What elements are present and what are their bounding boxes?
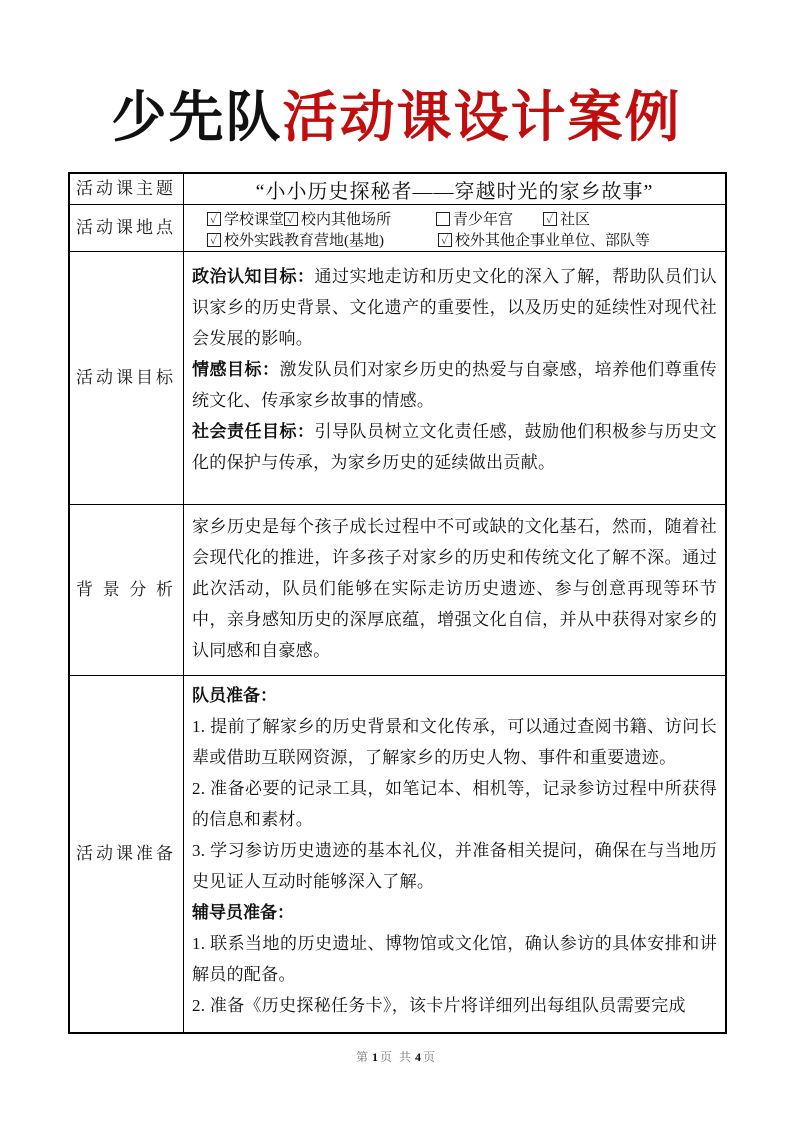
footer-suffix: 页 [423, 1050, 438, 1064]
goal-lead: 社会责任目标： [192, 422, 315, 441]
goal-text: 激发队员们对家乡历史的热爱与自豪感，培养他们尊重传统文化、传承家乡故事的情感。 [192, 360, 718, 410]
theme-value-cell [184, 174, 725, 204]
checkbox-label: 校外其他企事业单位、部队等 [455, 233, 651, 249]
checkbox-label: 学校课堂 [224, 212, 285, 228]
checkbox-item-community[interactable] [543, 208, 590, 229]
preparation-content-cell [184, 676, 725, 1032]
theme-label-cell [70, 174, 184, 204]
preparation-label-cell [70, 676, 184, 1032]
goals-label-cell [70, 252, 184, 504]
goal-paragraph-social [192, 416, 717, 478]
current-page-number: 1 [371, 1050, 378, 1064]
goals-label: 活动课目标 [76, 367, 173, 387]
row-location [70, 204, 725, 251]
theme-value: “小小历史探秘者——穿越时光的家乡故事” [255, 180, 654, 203]
checkbox-unchecked-icon[interactable] [436, 212, 450, 226]
row-background [70, 504, 725, 675]
checkbox-item-school-classroom[interactable] [207, 208, 284, 229]
theme-label: 活动课主题 [76, 178, 173, 198]
checkbox-label: 校内其他场所 [301, 212, 392, 228]
checkbox-label: 校外实践教育营地(基地) [224, 233, 384, 249]
member-prep-item-1: 1. 提前了解家乡的历史背景和文化传承，可以通过查阅书籍、访问长辈或借助互联网资源，了解家乡的历史人物、事件和重要遗迹。 [192, 717, 717, 767]
checkbox-item-practice-base[interactable] [207, 229, 384, 250]
preparation-label: 活动课准备 [76, 843, 173, 863]
total-page-number: 4 [415, 1050, 422, 1064]
footer-mid-b: 共 [399, 1050, 414, 1064]
member-prep-item-2: 2. 准备必要的记录工具，如笔记本、相机等，记录参访过程中所获得的信息和素材。 [192, 779, 717, 829]
goal-text: 通过实地走访和历史文化的深入了解，帮助队员们认识家乡的历史背景、文化遗产的重要性，以及历史的延续性对现代社会发展的影响。 [192, 267, 717, 348]
tutor-prep-item-2: 2. 准备《历史探秘任务卡》，该卡片将详细列出每组队员需要完成 [192, 996, 686, 1015]
checkbox-label: 青少年宫 [453, 212, 514, 228]
title-black-segment: 少先队 [111, 87, 283, 148]
tutor-prep-item-1: 1. 联系当地的历史遗址、博物馆或文化馆，确认参访的具体安排和讲解员的配备。 [192, 934, 717, 984]
checkbox-checked-icon[interactable]: ✓ [284, 212, 298, 226]
goal-lead: 情感目标： [192, 360, 280, 379]
activity-design-table [68, 172, 727, 1034]
background-text: 家乡历史是每个孩子成长过程中不可或缺的文化基石，然而，随着社会现代化的推进，许多孩子对家乡的历史和传统文化了解不深。通过此次活动，队员们能够在实际走访历史遗迹、参与创意再现等环节中，亲身感知历史的深厚底蕴，增强文化自信，并从中获得对家乡的认同感和自豪感。 [192, 517, 717, 660]
page-footer [0, 1048, 793, 1065]
member-prep-item-3: 3. 学习参访历史遗迹的基本礼仪，并准备相关提问，确保在与当地历史见证人互动时能够深入了解。 [192, 841, 717, 891]
background-label: 背景分析 [76, 579, 173, 599]
background-label-cell [70, 505, 184, 675]
checkbox-label: 社区 [560, 212, 591, 228]
checkbox-item-other-school-places[interactable] [284, 208, 391, 229]
location-options-line-2 [192, 229, 717, 250]
background-content-cell [184, 505, 725, 675]
checkbox-checked-icon[interactable]: ✓ [207, 212, 221, 226]
checkbox-item-youth-palace[interactable] [436, 208, 513, 229]
checkbox-checked-icon[interactable]: ✓ [438, 233, 452, 247]
goal-paragraph-political [192, 261, 717, 354]
goals-content-cell [184, 252, 725, 504]
title-red-segment: 活动课设计案例 [282, 87, 682, 148]
location-options-line-1 [192, 208, 717, 229]
tutor-preparation-heading: 辅导员准备： [192, 903, 294, 922]
checkbox-item-other-enterprises[interactable] [438, 229, 650, 250]
location-label-cell [70, 205, 184, 251]
row-goals [70, 251, 725, 504]
member-preparation-heading: 队员准备： [192, 686, 277, 705]
checkbox-checked-icon[interactable]: ✓ [207, 233, 221, 247]
row-preparation [70, 675, 725, 1032]
page-title [0, 84, 793, 153]
goal-lead: 政治认知目标： [192, 267, 315, 286]
goal-text: 引导队员树立文化责任感，鼓励他们积极参与历史文化的保护与传承，为家乡历史的延续做出贡献。 [192, 422, 717, 472]
footer-mid-a: 页 [379, 1050, 394, 1064]
footer-prefix: 第 [355, 1050, 370, 1064]
checkbox-checked-icon[interactable]: ✓ [543, 212, 557, 226]
row-theme [70, 174, 725, 204]
location-label: 活动课地点 [76, 217, 173, 237]
location-options-cell [184, 205, 725, 251]
goal-paragraph-emotional [192, 354, 717, 416]
